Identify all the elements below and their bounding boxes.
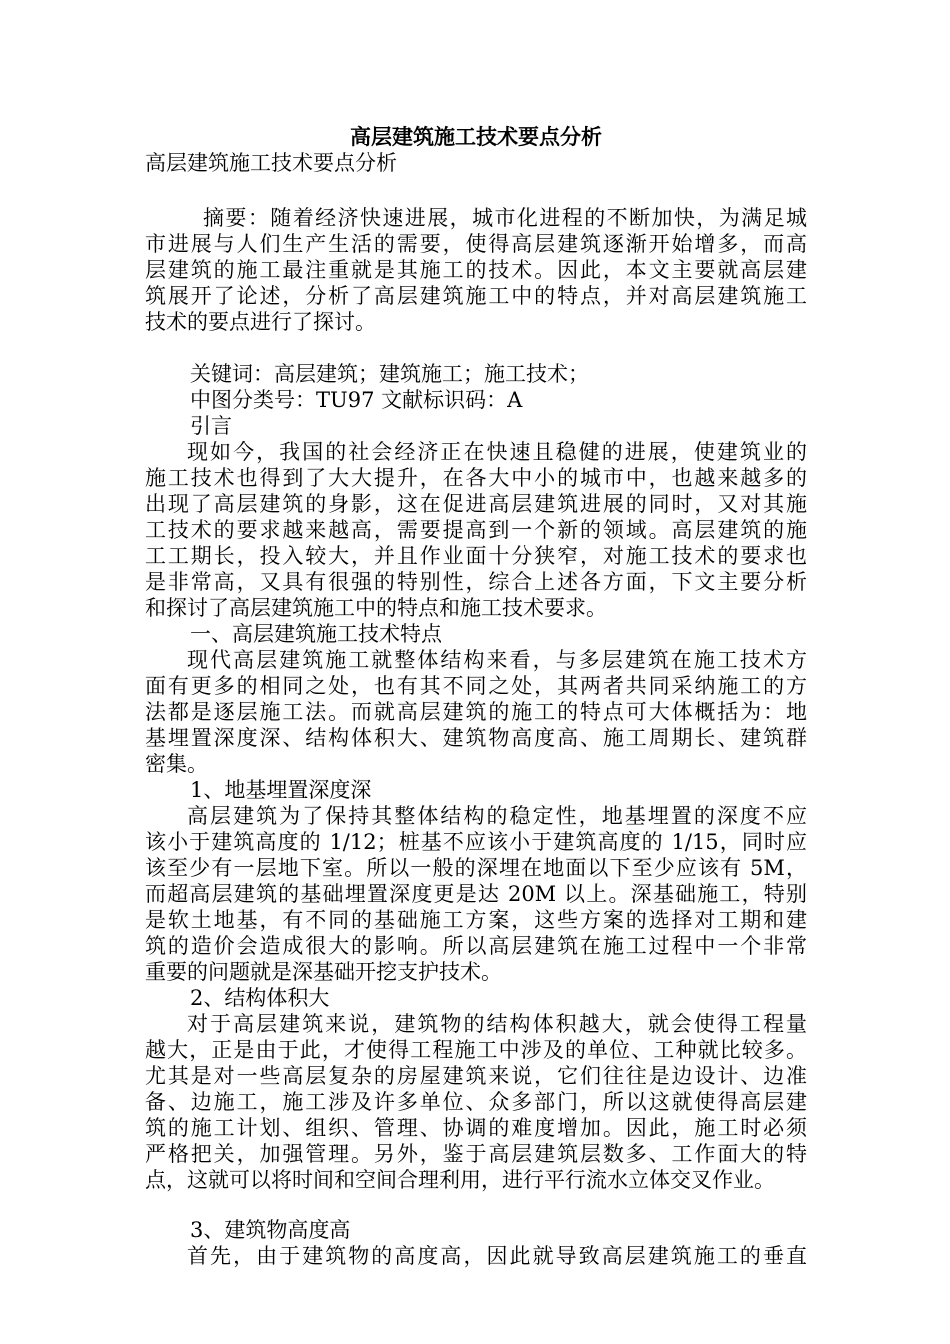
- sub2-line: 对于高层建筑来说，建筑物的结构体积越大，就会使得工程量: [187, 1012, 807, 1036]
- abstract-line: 技术的要点进行了探讨。: [145, 310, 376, 334]
- sub1-line: 该至少有一层地下室。所以一般的深埋在地面以下至少应该有 5M，: [145, 856, 807, 880]
- abstract-line: 市进展与人们生产生活的需要，使得高层建筑逐渐开始增多，而高: [145, 232, 807, 256]
- sub3-line: 首先，由于建筑物的高度高，因此就导致高层建筑施工的垂直: [187, 1244, 807, 1268]
- sub2-line: 尤其是对一些高层复杂的房屋建筑来说，它们往往是边设计、边准: [145, 1064, 807, 1088]
- intro-line: 现如今，我国的社会经济正在快速且稳健的进展，使建筑业的: [187, 440, 807, 464]
- sub2-line: 越大，正是由于此，才使得工程施工中涉及的单位、工种就比较多。: [145, 1038, 807, 1062]
- sub1-line: 筑的造价会造成很大的影响。所以高层建筑在施工过程中一个非常: [145, 934, 807, 958]
- section1-paragraph: [145, 647, 807, 777]
- section1-line: 现代高层建筑施工就整体结构来看，与多层建筑在施工技术方: [187, 648, 807, 672]
- sub1-paragraph: [145, 803, 807, 985]
- sub2-line: 点，这就可以将时间和空间合理利用，进行平行流水立体交叉作业。: [145, 1168, 775, 1192]
- sub1-line: 而超高层建筑的基础埋置深度更是达 20M 以上。深基础施工，特别: [145, 882, 807, 906]
- section1-line: 面有更多的相同之处，也有其不同之处，其两者共同采纳施工的方: [145, 674, 807, 698]
- sub2-line: 筑的施工计划、组织、管理、协调的难度增加。因此，施工时必须: [145, 1116, 807, 1140]
- sub1-line: 高层建筑为了保持其整体结构的稳定性，地基埋置的深度不应: [187, 804, 807, 828]
- intro-line: 是非常高，又具有很强的特别性，综合上述各方面，下文主要分析: [145, 570, 807, 594]
- abstract-paragraph: [145, 205, 807, 335]
- document-page: [145, 124, 807, 1269]
- sub1-line: 是软土地基，有不同的基础施工方案，这些方案的选择对工期和建: [145, 908, 807, 932]
- sub2-line: 严格把关，加强管理。另外，鉴于高层建筑层数多、工作面大的特: [145, 1142, 807, 1166]
- section1-heading: 一、高层建筑施工技术特点: [190, 622, 442, 646]
- spacer: [145, 335, 807, 361]
- sub2-heading: 2、结构体积大: [190, 986, 330, 1010]
- intro-line: 施工技术也得到了大大提升，在各大中小的城市中，也越来越多的: [145, 466, 807, 490]
- section1-line: 基埋置深度深、结构体积大、建筑物高度高、施工周期长、建筑群: [145, 726, 807, 750]
- document-subtitle: 高层建筑施工技术要点分析: [145, 151, 397, 175]
- abstract-line: 摘要：随着经济快速进展，城市化进程的不断加快，为满足城: [203, 206, 807, 230]
- intro-heading: 引言: [190, 414, 232, 438]
- abstract-line: 筑展开了论述，分析了高层建筑施工中的特点，并对高层建筑施工: [145, 284, 807, 308]
- intro-paragraph: [145, 439, 807, 621]
- sub1-heading: 1、地基埋置深度深: [190, 778, 372, 802]
- intro-line: 出现了高层建筑的身影，这在促进高层建筑进展的同时，又对其施: [145, 492, 807, 516]
- spacer: [145, 177, 807, 205]
- section1-line: 密集。: [145, 752, 208, 776]
- sub1-line: 重要的问题就是深基础开挖支护技术。: [145, 960, 502, 984]
- intro-line: 工技术的要求越来越高，需要提高到一个新的领域。高层建筑的施: [145, 518, 807, 542]
- spacer: [145, 1193, 807, 1217]
- sub2-line: 备、边施工，施工涉及许多单位、众多部门，所以这就使得高层建: [145, 1090, 807, 1114]
- section1-line: 法都是逐层施工法。而就高层建筑的施工的特点可大体概括为：地: [145, 700, 807, 724]
- sub3-heading: 3、建筑物高度高: [190, 1218, 351, 1242]
- abstract-line: 层建筑的施工最注重就是其施工的技术。因此，本文主要就高层建: [145, 258, 807, 282]
- sub2-paragraph: [145, 1011, 807, 1193]
- document-title: 高层建筑施工技术要点分析: [350, 124, 602, 149]
- intro-line: 和探讨了高层建筑施工中的特点和施工技术要求。: [145, 596, 607, 620]
- intro-line: 工工期长，投入较大，并且作业面十分狭窄，对施工技术的要求也: [145, 544, 807, 568]
- sub3-paragraph: [145, 1243, 807, 1269]
- sub1-line: 该小于建筑高度的 1/12；桩基不应该小于建筑高度的 1/15，同时应: [145, 830, 807, 854]
- classification-line: 中图分类号：TU97 文献标识码：A: [190, 388, 523, 412]
- keywords-line: 关键词：高层建筑；建筑施工；施工技术；: [190, 362, 589, 386]
